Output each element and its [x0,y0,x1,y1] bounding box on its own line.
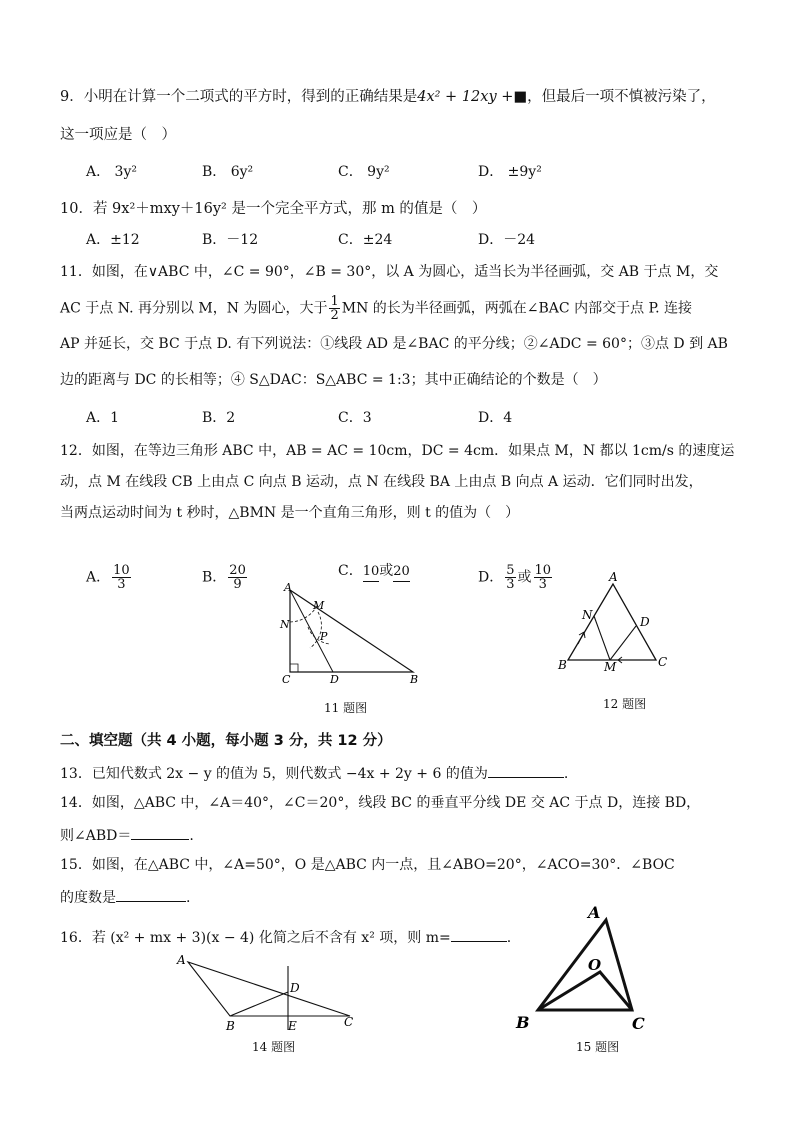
figure-12 [558,572,678,672]
q12-option-b-label: B． [202,569,227,586]
fig11-label-n: N [280,618,290,631]
q10-option-c: C．±24 [338,232,393,248]
q11-line2-a: AC 于点 N. 再分别以 M，N 为圆心，大于 [60,300,328,317]
fig12-label-a: A [609,570,618,584]
q12-option-d-label: D． [478,569,504,586]
q9-text-b: ，但最后一项不慎被污染了， [527,89,716,105]
fig11-right-angle [290,664,298,672]
q11-line2 [60,295,692,322]
fig12-label-d: D [640,615,650,629]
q12-option-a [86,564,133,591]
fig12-label-n: N [582,608,593,622]
q12-option-d-num2: 10 [534,563,552,578]
fig15-caption: 15 题图 [576,1040,620,1054]
fig15-label-c: C [632,1014,645,1033]
fig15-label-o: O [588,956,602,974]
q12-option-b-num: 20 [229,563,246,578]
q9-option-d: D． ±9y² [478,164,542,180]
fig15-triangle [538,920,632,1010]
q9-text-a: 9．小明在计算一个二项式的平方时，得到的正确结果是 [60,89,418,105]
fig11-label-c: C [282,673,291,686]
q11-option-c: C．3 [338,410,372,426]
q9-expression: 4x² + 12xy +■ [417,89,528,105]
q11-option-d: D．4 [478,410,513,426]
q12-line3: 当两点运动时间为 t 秒时，△BMN 是一个直角三角形，则 t 的值为（ ） [60,505,520,521]
q11-frac-den: 2 [330,308,339,323]
fig12-label-c: C [658,655,668,669]
q15-answer-blank[interactable] [116,887,186,902]
q12-option-d-frac2 [534,564,553,591]
figure-14 [174,950,364,1040]
q12-option-a-label: A． [86,569,111,586]
q12-option-c-num1: 10 [363,563,380,582]
q11-option-b: B．2 [202,410,236,426]
q10-option-a: A．±12 [86,232,140,248]
fig12-arrow-m [618,657,628,663]
fig14-caption: 14 题图 [252,1040,296,1054]
fig11-label-m: M [313,599,325,612]
q16-text-a: 16．若 (x² + mx + 3)(x − 4) 化简之后不含有 x² 项，则 m= [60,930,451,946]
q9-option-a: A． 3y² [86,164,137,180]
q12-option-b [202,564,249,591]
fig11-label-d: D [330,673,339,686]
q12-option-a-num: 10 [113,563,130,578]
q10-option-d: D．－24 [478,232,536,248]
q12-option-b-den: 9 [233,577,242,592]
q12-line2: 动，点 M 在线段 CB 上由点 C 向点 B 运动，点 N 在线段 BA 上由点 B 向点 A 运动．它们同时出发， [60,474,703,490]
q13-text [60,763,568,783]
q12-option-d-frac1 [505,564,515,591]
q11-option-a: A．1 [86,410,120,426]
figure-15 [514,902,654,1032]
q12-option-d-num1: 5 [506,563,515,578]
fig11-label-p: P [320,630,328,643]
q10-text: 10．若 9x²＋mxy＋16y² 是一个完全平方式，那 m 的值是（ ） [60,201,487,217]
fig14-triangle [188,962,350,1016]
q10-option-b: B．－12 [202,232,259,248]
q12-option-d-or: 或 [517,569,532,586]
q14-line2-b: . [189,828,194,844]
q11-line1: 11．如图，在∨ABC 中，∠C = 90°，∠B = 30°，以 A 为圆心，适当长为半径画弧，交 AB 于点 M，交 [60,264,719,280]
q11-fraction [329,295,339,322]
q14-answer-blank[interactable] [131,825,189,840]
fig12-label-m: M [604,660,617,674]
q9-line2: 这一项应是（ ） [60,127,176,143]
q9-line1 [60,88,716,106]
fig12-segment-md [610,626,636,660]
fig11-label-b: B [410,673,419,686]
section-2-title: 二、填空题（共 4 小题，每小题 3 分，共 12 分） [60,733,392,749]
fig12-label-b: B [558,658,567,672]
q11-line4: 边的距离与 DC 的长相等；④ S△DAC：S△ABC = 1:3；其中正确结论的个数是（ ） [60,372,607,388]
q9-option-c: C． 9y² [338,164,390,180]
q11-line3: AP 并延长，交 BC 于点 D. 有下列说法：①线段 AD 是∠BAC 的平分线；②∠ADC = 60°；③点 D 到 AB [60,336,728,352]
fig14-label-c: C [344,1015,354,1029]
fig11-triangle [290,590,413,672]
q15-line1: 15．如图，在△ABC 中，∠A=50°，O 是△ABC 内一点，且∠ABO=20°，∠ACO=30°．∠BOC [60,857,675,873]
q11-frac-num: 1 [330,294,339,309]
q12-option-c-label: C． [338,563,363,579]
q11-line2-b: MN 的长为半径画弧，两弧在∠BAC 内部交于点 P. 连接 [341,300,693,317]
q13-text-b: . [563,766,569,782]
q14-line2 [60,825,194,845]
q16-text-b: . [506,930,512,946]
q14-line2-a: 则∠ABD＝ [60,828,132,844]
q12-option-d [478,564,554,591]
figure-11 [278,581,438,686]
q12-option-b-frac [228,564,247,591]
fig12-caption: 12 题图 [603,697,647,711]
fig15-label-a: A [588,903,601,922]
q12-option-a-den: 3 [117,577,126,592]
fig12-segment-nm [594,616,610,660]
q16-answer-blank[interactable] [451,927,507,942]
q9-option-b: B． 6y² [202,164,254,180]
q15-line2-a: 的度数是 [60,890,116,906]
fig12-arrow-n [578,632,585,644]
fig14-label-e: E [288,1019,297,1033]
q15-line2-b: . [186,890,191,906]
fig14-label-d: D [290,981,300,995]
fig14-label-a: A [177,953,186,967]
fig11-label-a: A [284,581,292,594]
q12-option-c [338,562,410,582]
q12-option-d-den1: 3 [506,577,515,592]
fig14-label-b: B [226,1019,235,1033]
q12-option-a-frac [112,564,131,591]
fig15-label-b: B [516,1013,530,1032]
q15-line2 [60,887,190,907]
q12-option-c-num2: 20 [393,563,410,582]
q13-text-a: 13．已知代数式 2x − y 的值为 5，则代数式 −4x + 2y + 6 的值为 [60,766,488,782]
q12-line1: 12．如图，在等边三角形 ABC 中，AB = AC = 10cm，DC = 4cm．如果点 M，N 都以 1cm/s 的速度运 [60,443,735,459]
q12-option-d-den2: 3 [538,577,547,592]
fig11-caption: 11 题图 [324,701,368,715]
q13-answer-blank[interactable] [488,763,564,778]
q12-option-c-or: 或 [379,563,394,579]
fig14-segment-bd [230,992,288,1016]
q16-text [60,927,511,947]
q14-line1: 14．如图，△ABC 中，∠A＝40°，∠C＝20°，线段 BC 的垂直平分线 DE 交 AC 于点 D，连接 BD， [60,795,701,811]
